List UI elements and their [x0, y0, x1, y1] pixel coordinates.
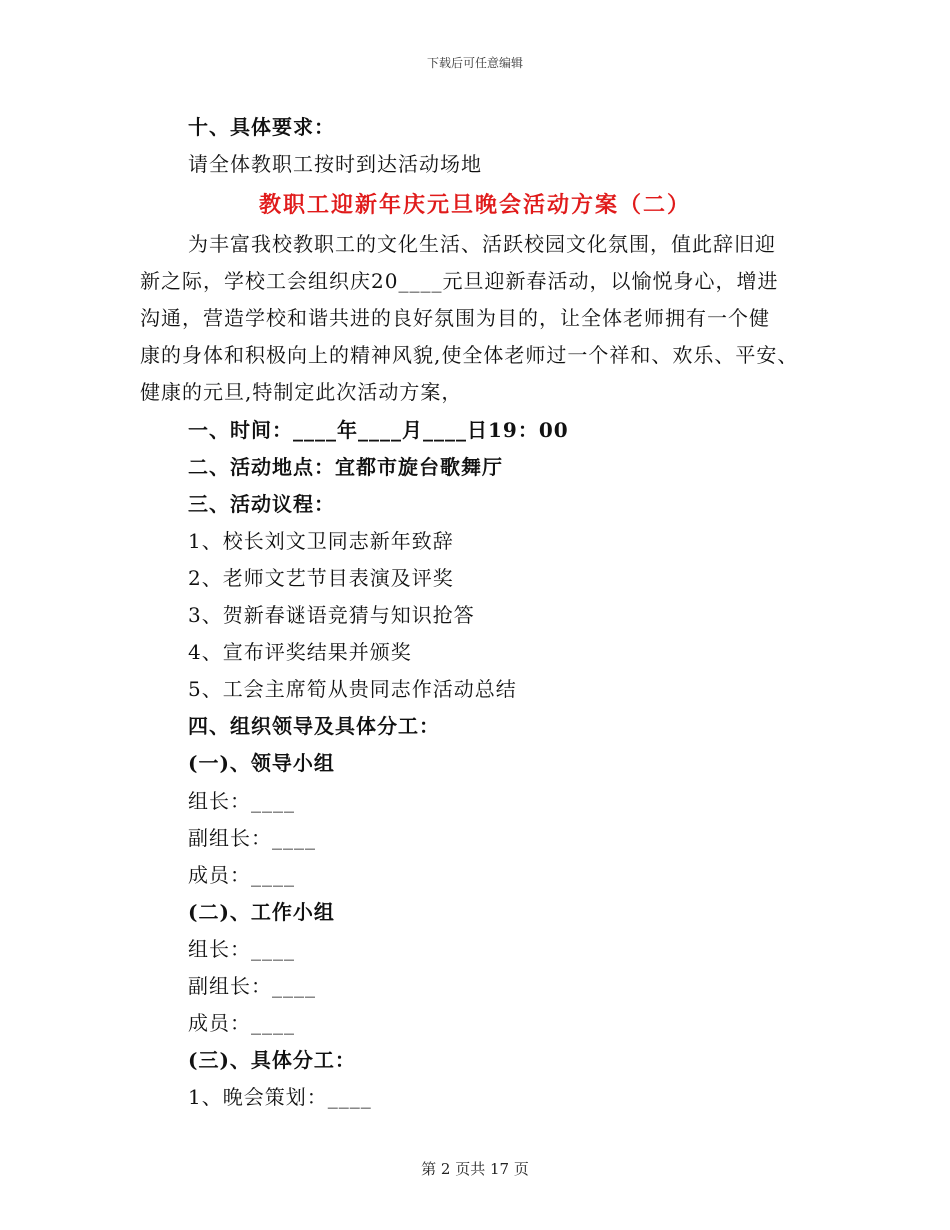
section-ten-text: 请全体教职工按时到达活动场地: [188, 152, 482, 176]
leader-group-leader: 组长：____: [188, 789, 295, 813]
agenda-item: 5、工会主席筍从贵同志作活动总结: [188, 677, 517, 701]
org-heading: 四、组织领导及具体分工：: [188, 714, 440, 738]
agenda-item: 1、校长刘文卫同志新年致辞: [188, 529, 454, 553]
division-item: 1、晚会策划：____: [188, 1085, 372, 1109]
work-group-members: 成员：____: [188, 1011, 295, 1035]
agenda-item: 2、老师文艺节目表演及评奖: [188, 566, 454, 590]
intro-line-1: 为丰富我校教职工的文化生活、活跃校园文化氛围，值此辞旧迎: [188, 232, 776, 256]
intro-line-3: 沟通，营造学校和谐共进的良好氛围为目的，让全体老师拥有一个健: [140, 306, 770, 330]
location-line: 二、活动地点：宜都市旋台歌舞厅: [188, 455, 503, 479]
page-header-note: 下载后可任意编辑: [426, 56, 523, 70]
division-heading: (三)、具体分工：: [188, 1048, 356, 1072]
agenda-item: 4、宣布评奖结果并颁奖: [188, 640, 412, 664]
agenda-item: 3、贺新春谜语竞猜与知识抢答: [188, 603, 475, 627]
intro-line-2: 新之际，学校工会组织庆20____元旦迎新春活动，以愉悦身心，增进: [140, 269, 779, 293]
leader-group-heading: (一)、领导小组: [188, 751, 335, 775]
agenda-heading: 三、活动议程：: [188, 492, 335, 516]
document-title: 教职工迎新年庆元旦晚会活动方案（二）: [258, 192, 691, 218]
work-group-deputy: 副组长：____: [188, 974, 316, 998]
work-group-leader: 组长：____: [188, 937, 295, 961]
time-line: 一、时间：____年____月____日19：00: [188, 418, 569, 442]
page-footer: 第 2 页共 17 页: [421, 1160, 529, 1178]
leader-group-members: 成员：____: [188, 863, 295, 887]
leader-group-deputy: 副组长：____: [188, 826, 316, 850]
work-group-heading: (二)、工作小组: [188, 900, 335, 924]
section-ten-heading: 十、具体要求：: [188, 115, 335, 139]
intro-line-4: 康的身体和积极向上的精神风貌,使全体老师过一个祥和、欢乐、平安、: [140, 343, 799, 367]
intro-line-5: 健康的元旦,特制定此次活动方案，: [140, 380, 463, 404]
